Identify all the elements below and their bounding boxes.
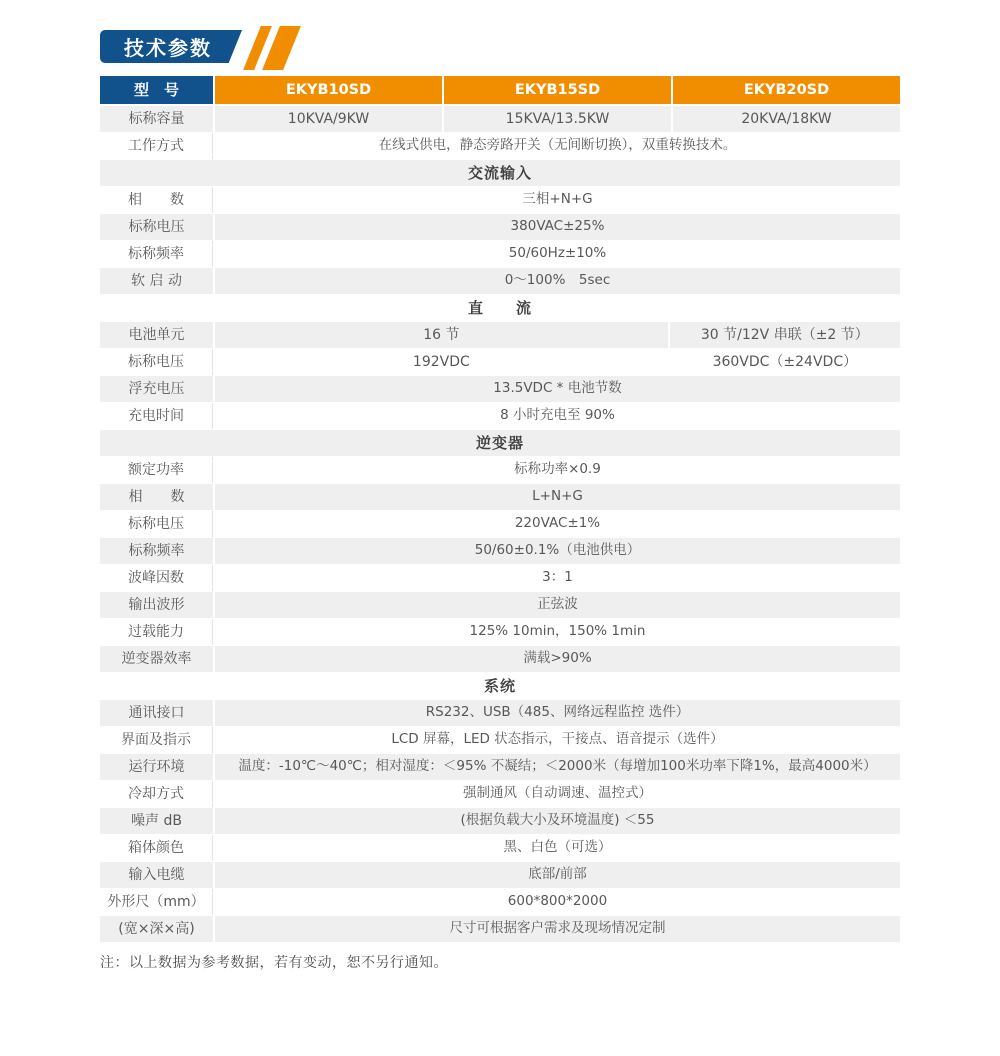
row-label: 标称电压	[100, 511, 213, 537]
row-label: 冷却方式	[100, 781, 213, 807]
row-label: 标称频率	[100, 538, 213, 564]
row-value: LCD 屏幕，LED 状态指示，干接点、语音提示（选件）	[215, 727, 900, 753]
row-value: 360VDC（±24VDC）	[670, 349, 900, 375]
row-label: 充电时间	[100, 403, 213, 429]
table-header-row	[100, 76, 900, 104]
row-label: 输入电缆	[100, 862, 213, 888]
page-title: 技术参数	[124, 36, 212, 60]
section-header-row	[100, 673, 900, 699]
row-value: 标称功率×0.9	[215, 457, 900, 483]
row-value: 220VAC±1%	[215, 511, 900, 537]
section-banner	[100, 30, 420, 63]
footnote: 注：以上数据为参考数据，若有变动，恕不另行通知。	[100, 955, 448, 971]
table-row	[100, 619, 900, 645]
row-label: 额定功率	[100, 457, 213, 483]
table-row	[100, 376, 900, 402]
row-label: 标称电压	[100, 214, 213, 240]
table-row	[100, 457, 900, 483]
row-label: 相 数	[100, 484, 213, 510]
section-title: 系统	[100, 673, 900, 699]
row-value: 强制通风（自动调速、温控式）	[215, 781, 900, 807]
table-row	[100, 241, 900, 267]
row-value: 8 小时充电至 90%	[215, 403, 900, 429]
header-model-label: 型 号	[100, 76, 213, 104]
row-label: 标称频率	[100, 241, 213, 267]
row-label: 运行环境	[100, 754, 213, 780]
row-label: 输出波形	[100, 592, 213, 618]
row-label: 相 数	[100, 187, 213, 213]
table-row	[100, 754, 900, 780]
table-row	[100, 133, 900, 159]
header-model-3: EKYB20SD	[673, 76, 900, 104]
row-value: (根据负载大小及环境温度) ＜55	[215, 808, 900, 834]
row-label: 箱体颜色	[100, 835, 213, 861]
header-model-2: EKYB15SD	[444, 76, 671, 104]
row-value: 三相+N+G	[215, 187, 900, 213]
row-value: 黑、白色（可选）	[215, 835, 900, 861]
table-row	[100, 187, 900, 213]
table-row	[100, 835, 900, 861]
table-row	[100, 700, 900, 726]
table-row	[100, 484, 900, 510]
spec-table	[100, 76, 900, 943]
table-row	[100, 106, 900, 132]
row-value: 尺寸可根据客户需求及现场情况定制	[215, 916, 900, 942]
row-value: 20KVA/18KW	[673, 106, 900, 132]
row-label: 标称容量	[100, 106, 213, 132]
row-value: 满载>90%	[215, 646, 900, 672]
row-value: 16 节	[215, 322, 668, 348]
table-row	[100, 268, 900, 294]
table-row	[100, 646, 900, 672]
row-value: 0～100% 5sec	[215, 268, 900, 294]
table-row	[100, 862, 900, 888]
row-label: 外形尺（mm）	[100, 889, 213, 915]
table-row	[100, 808, 900, 834]
row-value: 正弦波	[215, 592, 900, 618]
table-row	[100, 511, 900, 537]
header-model-1: EKYB10SD	[215, 76, 442, 104]
section-title: 交流输入	[100, 160, 900, 186]
table-row	[100, 781, 900, 807]
section-title: 直 流	[100, 295, 900, 321]
table-row	[100, 592, 900, 618]
table-row	[100, 889, 900, 915]
row-value: 50/60Hz±10%	[215, 241, 900, 267]
table-row	[100, 349, 900, 375]
table-row	[100, 727, 900, 753]
row-value: 13.5VDC * 电池节数	[215, 376, 900, 402]
row-value: 600*800*2000	[215, 889, 900, 915]
section-title: 逆变器	[100, 430, 900, 456]
row-value: 380VAC±25%	[215, 214, 900, 240]
row-value: 192VDC	[215, 349, 668, 375]
row-label: (宽×深×高)	[100, 916, 213, 942]
section-header-row	[100, 160, 900, 186]
table-row	[100, 538, 900, 564]
row-label: 过载能力	[100, 619, 213, 645]
row-value: L+N+G	[215, 484, 900, 510]
row-label: 工作方式	[100, 133, 213, 159]
row-value: 10KVA/9KW	[215, 106, 442, 132]
row-value: 125% 10min，150% 1min	[215, 619, 900, 645]
row-label: 波峰因数	[100, 565, 213, 591]
table-row	[100, 916, 900, 942]
row-value: 30 节/12V 串联（±2 节）	[670, 322, 900, 348]
table-row	[100, 403, 900, 429]
row-value: 3：1	[215, 565, 900, 591]
row-label: 标称电压	[100, 349, 213, 375]
row-label: 界面及指示	[100, 727, 213, 753]
row-value: 温度：-10℃～40℃；相对湿度：＜95% 不凝结；＜2000米（每增加100米功率下降1%，最高4000米）	[215, 754, 900, 780]
row-value: 50/60±0.1%（电池供电）	[215, 538, 900, 564]
row-value: 底部/前部	[215, 862, 900, 888]
row-label: 电池单元	[100, 322, 213, 348]
row-value: 在线式供电，静态旁路开关（无间断切换），双重转换技术。	[215, 133, 900, 159]
table-row	[100, 214, 900, 240]
row-label: 逆变器效率	[100, 646, 213, 672]
row-value: RS232、USB（485、网络远程监控 选件）	[215, 700, 900, 726]
row-label: 通讯接口	[100, 700, 213, 726]
table-row	[100, 322, 900, 348]
section-header-row	[100, 430, 900, 456]
row-label: 浮充电压	[100, 376, 213, 402]
row-label: 软 启 动	[100, 268, 213, 294]
table-row	[100, 565, 900, 591]
section-header-row	[100, 295, 900, 321]
banner-blue-shape	[100, 30, 212, 63]
row-value: 15KVA/13.5KW	[444, 106, 671, 132]
row-label: 噪声 dB	[100, 808, 213, 834]
